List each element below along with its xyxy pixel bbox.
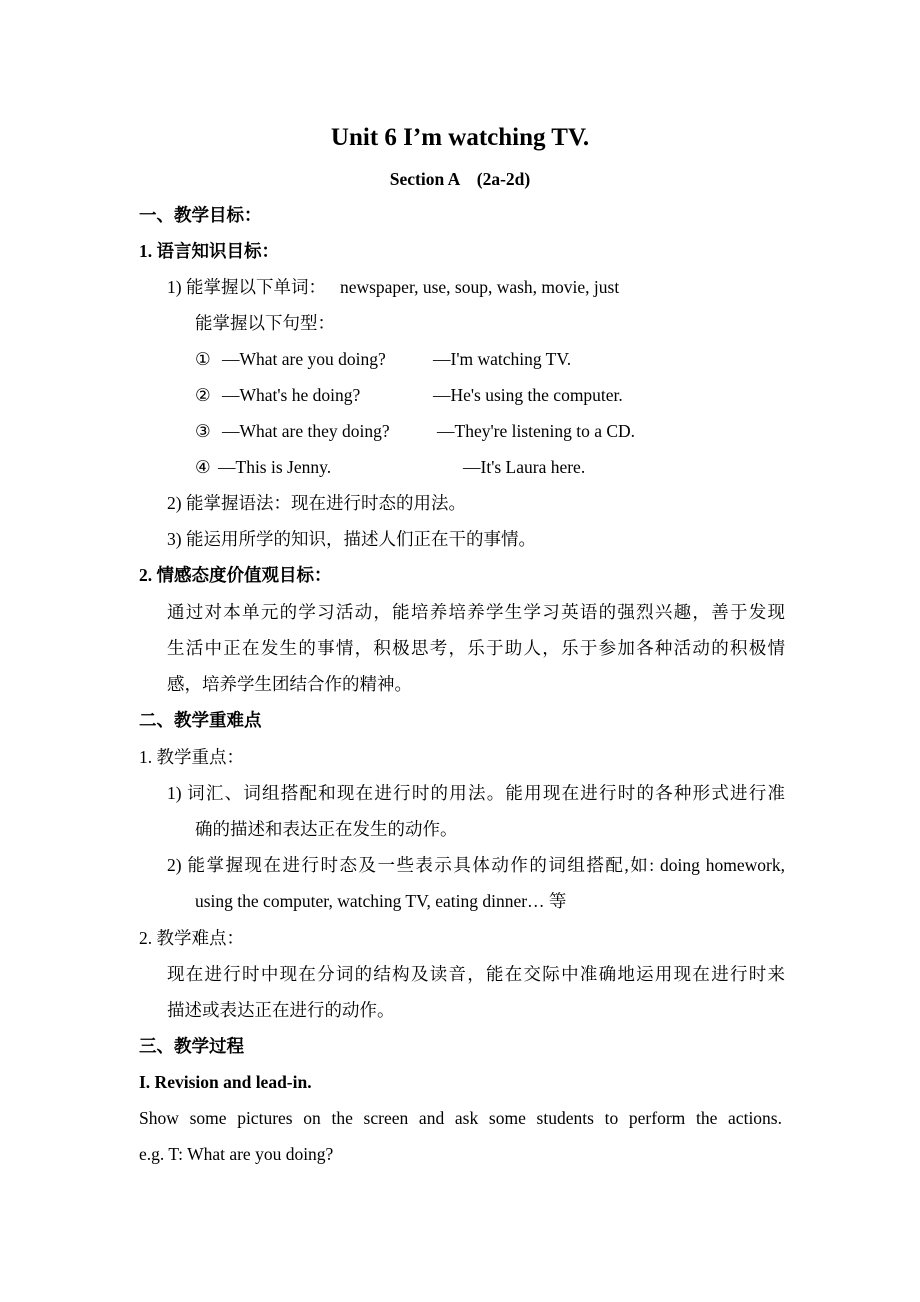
sentence-answer: —It's Laura here. [463, 457, 586, 477]
key-point-line: using the computer, watching TV, eating dinner… 等 [195, 891, 567, 911]
sentence-num: ④ [195, 457, 211, 477]
paragraph-line: 生活中正在发生的事情，积极思考，乐于助人，乐于参加各种活动的积极情 [167, 638, 785, 658]
item-grammar: 2) 能掌握语法：现在进行时态的用法。 [167, 493, 466, 513]
sentence-answer: —He's using the computer. [433, 385, 623, 405]
item-vocabulary-words: newspaper, use, soup, wash, movie, just [339, 277, 620, 297]
sentence-answer: —I'm watching TV. [433, 349, 572, 369]
paragraph-line: 通过对本单元的学习活动，能培养培养学生学习英语的强烈兴趣，善于发现 [167, 602, 785, 622]
subheading-revision: I. Revision and lead-in. [139, 1072, 312, 1092]
item-describe: 3) 能运用所学的知识，描述人们正在干的事情。 [167, 529, 536, 549]
key-point-line: 2) 能掌握现在进行时态及一些表示具体动作的词组搭配,如: doing homework, [167, 855, 785, 875]
item-vocabulary-label: 1) 能掌握以下单词： [167, 277, 326, 297]
sentence-question: —What are you doing? [222, 349, 386, 369]
section-subtitle: Section A (2a-2d) [389, 169, 531, 189]
section-heading-key-points: 二、教学重难点 [139, 710, 262, 730]
sentence-num: ③ [195, 421, 211, 441]
subheading-attitude-goals: 2. 情感态度价值观目标： [139, 565, 332, 585]
subheading-key-points: 1. 教学重点： [139, 747, 244, 767]
item-sentences-label: 能掌握以下句型： [195, 313, 335, 333]
item-vocabulary [167, 275, 619, 299]
subheading-difficult-points: 2. 教学难点： [139, 928, 244, 948]
difficult-point-line: 描述或表达正在进行的动作。 [167, 1000, 395, 1020]
process-line: e.g. T: What are you doing? [139, 1144, 334, 1164]
key-point-line: 确的描述和表达正在发生的动作。 [195, 819, 458, 839]
difficult-point-line: 现在进行时中现在分词的结构及读音，能在交际中准确地运用现在进行时来 [167, 964, 785, 984]
process-line: Show some pictures on the screen and ask some students to perform the actions. [139, 1108, 782, 1128]
sentence-num: ① [195, 349, 211, 369]
paragraph-line: 感，培养学生团结合作的精神。 [167, 674, 412, 694]
key-point-line: 1) 词汇、词组搭配和现在进行时的用法。能用现在进行时的各种形式进行准 [167, 783, 785, 803]
sentence-num: ② [195, 385, 211, 405]
section-heading-process: 三、教学过程 [139, 1036, 244, 1056]
page-title: Unit 6 I’m watching TV. [330, 124, 590, 151]
sentence-question: —What are they doing? [222, 421, 390, 441]
subheading-language-goals: 1. 语言知识目标： [139, 241, 279, 261]
sentence-question: —This is Jenny. [218, 457, 332, 477]
sentence-answer: —They're listening to a CD. [437, 421, 636, 441]
section-heading-objectives: 一、教学目标： [139, 205, 262, 225]
sentence-question: —What's he doing? [222, 385, 361, 405]
